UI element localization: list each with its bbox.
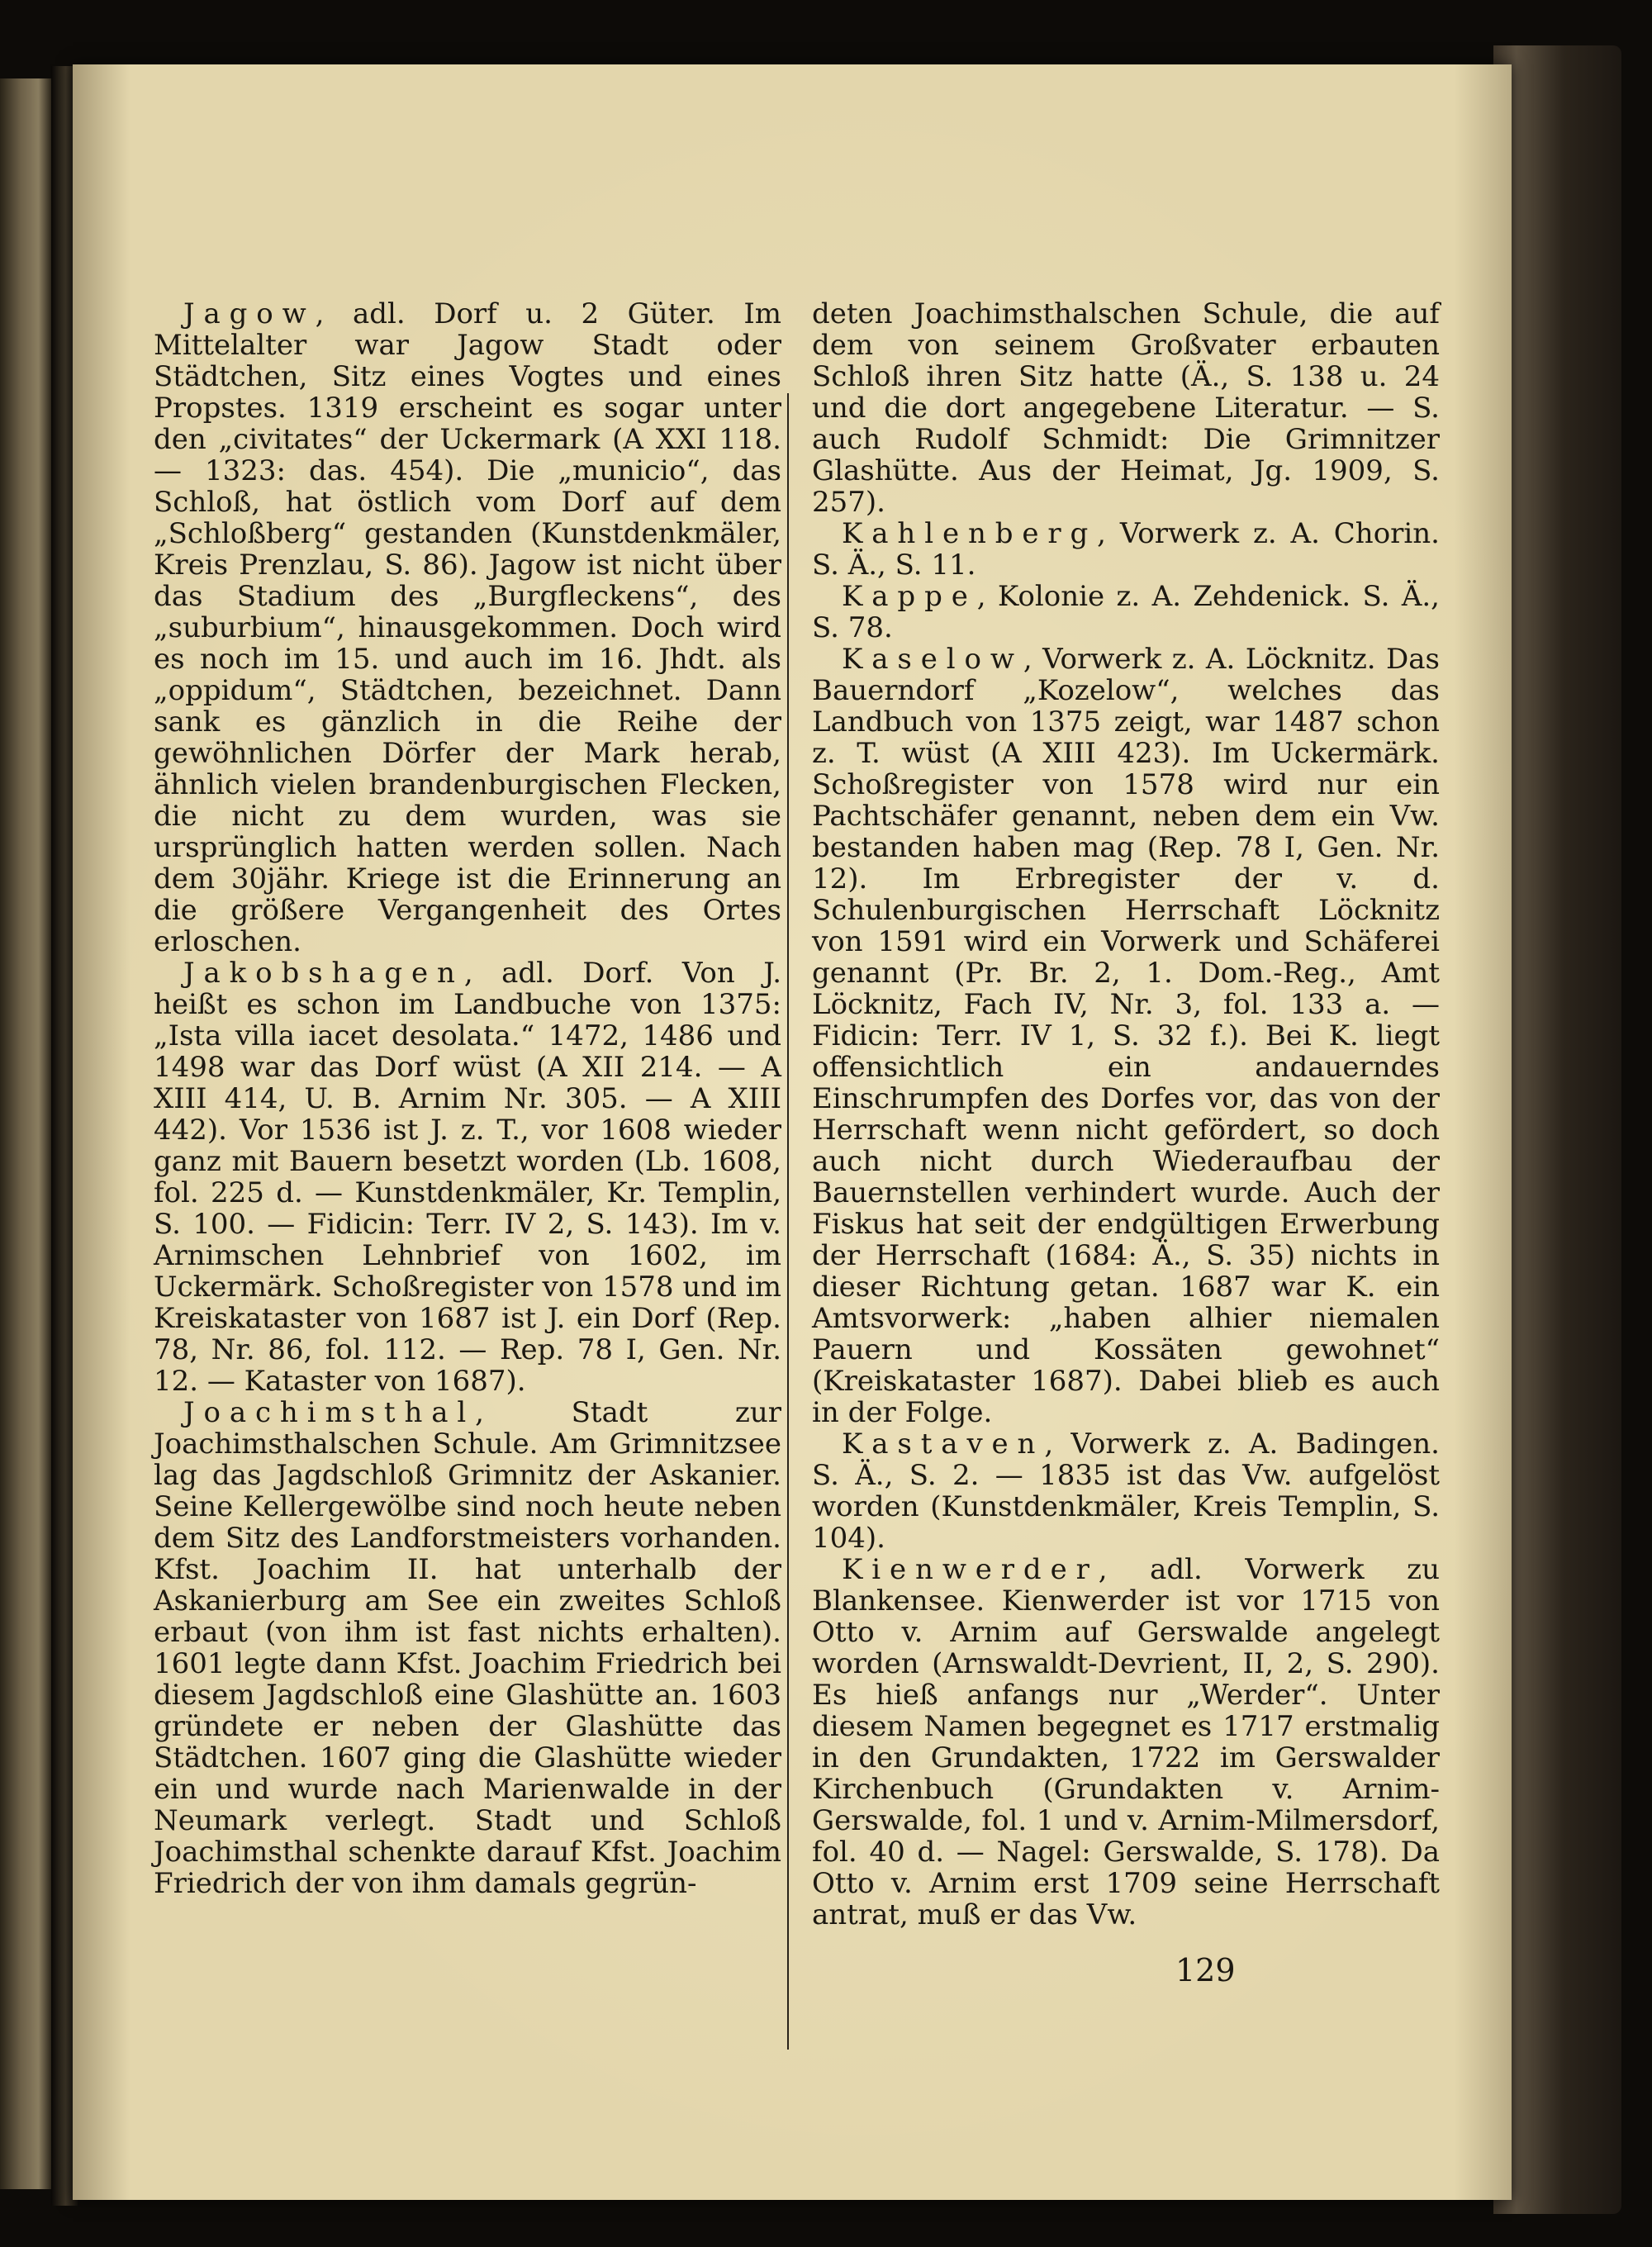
entry-keyword: Kahlenberg [842,517,1098,550]
column-divider [787,393,789,2050]
entry-jagow [154,298,781,957]
book-cover-edge [1493,45,1621,2214]
entry-keyword: Jagow [183,297,316,330]
entry-kahlenberg [812,518,1440,581]
entry-kappe [812,581,1440,644]
entry-kastaven [812,1428,1440,1554]
entry-text: , adl. Dorf u. 2 Güter. Im Mittelalter war Jagow Stadt oder Städtchen, Sitz eines Vogtes und eines Propstes. 1319 erscheint es sogar unter den „civitates“ der Uckermark (A XXI 118. — 1323: das. 454). Die „municio“, das Schloß, hat östlich vom Dorf auf dem „Schloßberg“ gestanden (Kunstdenkmäler, Kreis Prenzlau, S. 86). Jagow ist nicht über das Stadium des „Burgfleckens“, des „suburbium“, hinausgekommen. Doch wird es noch im 15. und auch im 16. Jhdt. als „oppidum“, Städtchen, bezeichnet. Dann sank es gänzlich in die Reihe der gewöhnlichen Dörfer der Mark herab, ähnlich vielen brandenburgischen Flecken, die nicht zu dem wurden, was sie ursprünglich hatten werden sollen. Nach dem 30jähr. Kriege ist die Erinnerung an die größere Vergangenheit des Ortes erloschen. [154,297,781,958]
entry-joachimsthal-continued [812,298,1440,518]
book-page [73,64,1512,2200]
entry-joachimsthal [154,1397,781,1899]
entry-text: , Vorwerk z. A. Badingen. S. Ä., S. 2. — 1835 ist das Vw. aufgelöst worden (Kunstdenkmäler, Kreis Templin, S. 104). [812,1428,1440,1555]
entry-kaselow [812,644,1440,1428]
entry-keyword: Jakobshagen [183,957,464,990]
entry-jakobshagen [154,957,781,1397]
entry-keyword: Kastaven [842,1428,1045,1461]
previous-page-edge [0,78,51,2189]
entry-keyword: Kienwerder [842,1553,1099,1586]
entry-text: deten Joachimsthalschen Schule, die auf dem von seinem Großvater erbauten Schloß ihren Sitz hatte (Ä., S. 138 u. 24 und die dort angegebene Literatur. — S. auch Rudolf Schmidt: Die Grimnitzer Glashütte. Aus der Heimat, Jg. 1909, S. 257). [812,297,1440,519]
entry-text: , adl. Vorwerk zu Blankensee. Kienwerder ist vor 1715 von Otto v. Arnim auf Gerswalde angelegt worden (Arnswaldt-Devrient, II, 2, S. 290). Es hieß anfangs nur „Werder“. Unter diesem Namen begegnet es 1717 erstmalig in den Grundakten, 1722 im Gerswalder Kirchenbuch (Grundakten v. Arnim-Gerswalde, fol. 1 und v. Arnim-Milmersdorf, fol. 40 d. — Nagel: Gerswalde, S. 178). Da Otto v. Arnim erst 1709 seine Herrschaft antrat, muß er das Vw. [812,1553,1440,1931]
entry-text: , Stadt zur Joachimsthalschen Schule. Am Grimnitzsee lag das Jagdschloß Grimnitz der Askanier. Seine Kellergewölbe sind noch heute neben dem Sitz des Landforstmeisters vorhanden. Kfst. Joachim II. hat unterhalb der Askanierburg am See ein zweites Schloß erbaut (von ihm ist fast nichts erhalten). 1601 legte dann Kfst. Joachim Friedrich bei diesem Jagdschloß eine Glashütte an. 1603 gründete er neben der Glashütte das Städtchen. 1607 ging die Glashütte wieder ein und wurde nach Marienwalde in der Neumark verlegt. Stadt und Schloß Joachimsthal schenkte darauf Kfst. Joachim Friedrich der von ihm damals gegrün- [154,1396,781,1900]
entry-text: , adl. Dorf. Von J. heißt es schon im Landbuche von 1375: „Ista villa iacet desolata.“ 1472, 1486 und 1498 war das Dorf wüst (A XII 214. — A XIII 414, U. B. Arnim Nr. 305. — A XIII 442). Vor 1536 ist J. z. T., vor 1608 wieder ganz mit Bauern besetzt worden (Lb. 1608, fol. 225 d. — Kunstdenkmäler, Kr. Templin, S. 100. — Fidicin: Terr. IV 2, S. 143). Im v. Arnimschen Lehnbrief von 1602, im Uckermärk. Schoßregister von 1578 und im Kreiskataster von 1687 ist J. ein Dorf (Rep. 78, Nr. 86, fol. 112. — Rep. 78 I, Gen. Nr. 12. — Kataster von 1687). [154,957,781,1398]
entry-text: , Vorwerk z. A. Chorin. S. Ä., S. 11. [812,517,1440,582]
page-number: 129 [1175,1952,1236,1988]
left-column [154,298,781,1899]
entry-keyword: Kaselow [842,643,1023,676]
entry-keyword: Kappe [842,580,977,613]
entry-text: , Kolonie z. A. Zehdenick. S. Ä., S. 78. [812,580,1440,644]
entry-kienwerder [812,1554,1440,1931]
right-column [812,298,1440,1931]
entry-text: , Vorwerk z. A. Löcknitz. Das Bauerndorf „Kozelow“, welches das Landbuch von 1375 zeigt, war 1487 schon z. T. wüst (A XIII 423). Im Uckermärk. Schoßregister von 1578 wird nur ein Pachtschäfer genannt, neben dem ein Vw. bestanden haben mag (Rep. 78 I, Gen. Nr. 12). Im Erbregister der v. d. Schulenburgischen Herrschaft Löcknitz von 1591 wird ein Vorwerk und Schäferei genannt (Pr. Br. 2, 1. Dom.-Reg., Amt Löcknitz, Fach IV, Nr. 3, fol. 133 a. — Fidicin: Terr. IV 1, S. 32 f.). Bei K. liegt offensichtlich ein andauerndes Einschrumpfen des Dorfes vor, das von der Herrschaft wenn nicht gefördert, so doch auch nicht durch Wiederaufbau der Bauernstellen verhindert wurde. Auch der Fiskus hat seit der endgültigen Erwerbung der Herrschaft (1684: Ä., S. 35) nichts in dieser Richtung getan. 1687 war K. ein Amtsvorwerk: „haben alhier niemalen Pauern und Kossäten gewohnet“ (Kreiskataster 1687). Dabei blieb es auch in der Folge. [812,643,1440,1429]
entry-keyword: Joachimsthal [183,1396,476,1429]
